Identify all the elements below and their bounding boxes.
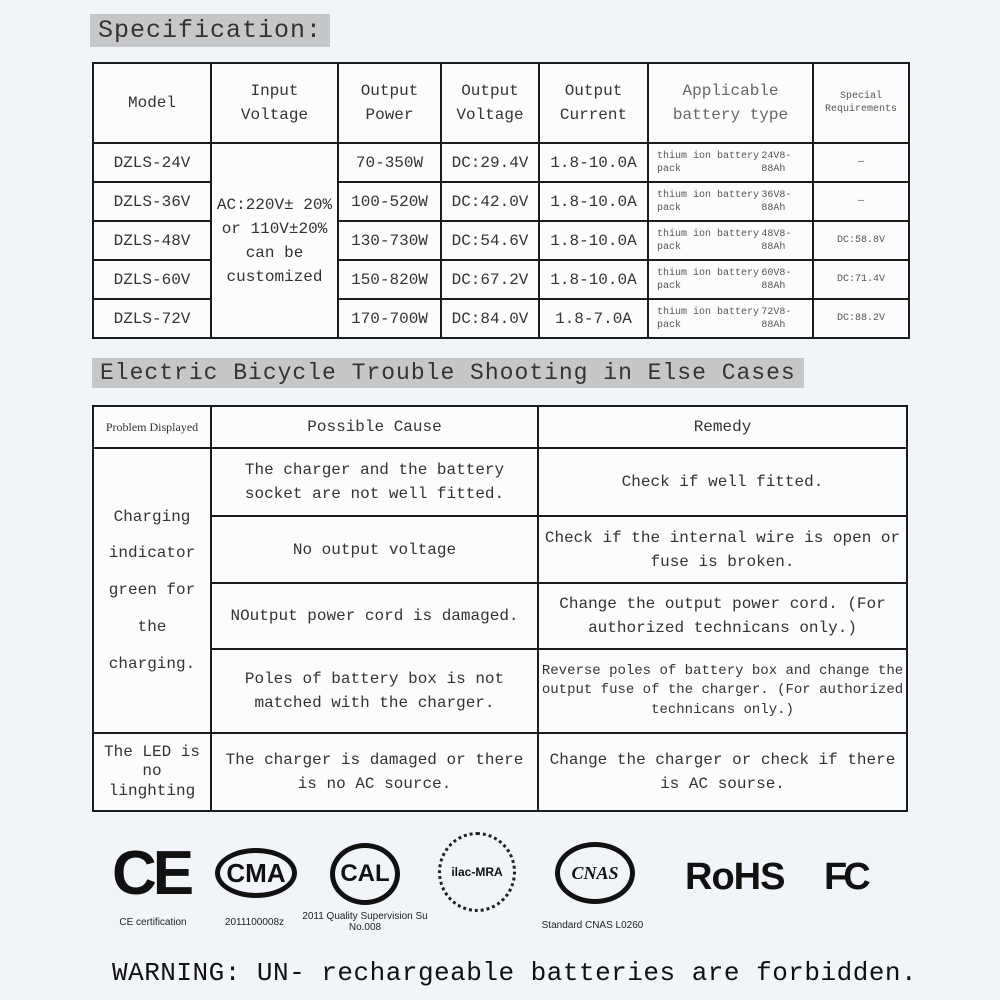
battery — [648, 260, 813, 299]
header-output-voltage: Output Voltage — [441, 63, 539, 143]
cma-caption: 2011100008z — [224, 917, 285, 928]
rohs-logo: RoHS — [685, 856, 785, 898]
voltage: DC:67.2V — [441, 260, 539, 299]
power: 100-520W — [338, 182, 441, 221]
special: — — [813, 143, 909, 182]
special: DC:58.8V — [813, 221, 909, 260]
ce-logo: CE — [112, 839, 191, 908]
battery-type: thium ion battery pack — [657, 228, 760, 253]
cause: No output voltage — [211, 516, 538, 583]
cnas-logo: CNAS — [555, 842, 635, 904]
remedy: Change the output power cord. (For authorized technicans only.) — [538, 583, 907, 649]
current: 1.8-7.0A — [539, 299, 648, 338]
cma-logo: CMA — [215, 848, 297, 898]
voltage: DC:29.4V — [441, 143, 539, 182]
model: DZLS-60V — [93, 260, 211, 299]
current: 1.8-10.0A — [539, 260, 648, 299]
power: 130-730W — [338, 221, 441, 260]
battery — [648, 182, 813, 221]
battery-range: 36V8-88Ah — [761, 189, 792, 214]
table-row — [93, 516, 907, 583]
header-problem: Problem Displayed — [93, 406, 211, 448]
model: DZLS-72V — [93, 299, 211, 338]
trouble-heading: Electric Bicycle Trouble Shooting in Else Cases — [92, 358, 804, 388]
input-voltage: AC:220V± 20% or 110V±20% can be customized — [211, 143, 338, 338]
voltage: DC:42.0V — [441, 182, 539, 221]
table-row — [93, 143, 909, 182]
header-cause: Possible Cause — [211, 406, 538, 448]
remedy: Check if the internal wire is open or fuse is broken. — [538, 516, 907, 583]
special: — — [813, 182, 909, 221]
cal-caption: 2011 Quality Supervision Su No.008 — [302, 911, 428, 933]
problem-charging: Charging indicator green for the charging. — [93, 448, 211, 733]
header-output-current: Output Current — [539, 63, 648, 143]
battery-range: 72V8-88Ah — [761, 306, 792, 331]
special: DC:71.4V — [813, 260, 909, 299]
table-row — [93, 733, 907, 811]
table-row — [93, 649, 907, 733]
current: 1.8-10.0A — [539, 182, 648, 221]
battery-range: 48V8-88Ah — [761, 228, 792, 253]
remedy: Change the charger or check if there is AC sourse. — [538, 733, 907, 811]
header-remedy: Remedy — [538, 406, 907, 448]
battery-range: 24V8-88Ah — [761, 150, 792, 175]
spec-heading: Specification: — [90, 14, 330, 47]
header-special: Special Requirements — [813, 63, 909, 143]
battery-type: thium ion battery pack — [657, 150, 760, 175]
cal-logo: CAL — [330, 843, 400, 905]
voltage: DC:84.0V — [441, 299, 539, 338]
cause: Poles of battery box is not matched with the charger. — [211, 649, 538, 733]
table-row — [93, 583, 907, 649]
table-row — [93, 448, 907, 516]
current: 1.8-10.0A — [539, 143, 648, 182]
model: DZLS-48V — [93, 221, 211, 260]
power: 150-820W — [338, 260, 441, 299]
problem-led: The LED is no linghting — [93, 733, 211, 811]
ce-caption: CE certification — [119, 917, 187, 928]
power: 170-700W — [338, 299, 441, 338]
remedy: Check if well fitted. — [538, 448, 907, 516]
cause: NOutput power cord is damaged. — [211, 583, 538, 649]
cnas-caption: Standard CNAS L0260 — [541, 920, 644, 931]
battery-type: thium ion battery pack — [657, 189, 760, 214]
special: DC:88.2V — [813, 299, 909, 338]
trouble-table — [92, 405, 908, 812]
battery-range: 60V8-88Ah — [761, 267, 792, 292]
battery — [648, 299, 813, 338]
battery — [648, 143, 813, 182]
model: DZLS-24V — [93, 143, 211, 182]
remedy: Reverse poles of battery box and change the output fuse of the charger. (For authorized technicans only.) — [538, 649, 907, 733]
header-output-power: Output Power — [338, 63, 441, 143]
model: DZLS-36V — [93, 182, 211, 221]
voltage: DC:54.6V — [441, 221, 539, 260]
battery-type: thium ion battery pack — [657, 306, 760, 331]
warning-text: WARNING: UN- rechargeable batteries are forbidden. — [112, 958, 918, 988]
cause: The charger is damaged or there is no AC source. — [211, 733, 538, 811]
header-battery-type: Applicable battery type — [648, 63, 813, 143]
header-input-voltage: Input Voltage — [211, 63, 338, 143]
cause: The charger and the battery socket are not well fitted. — [211, 448, 538, 516]
battery — [648, 221, 813, 260]
ilac-mra-logo: ilac-MRA — [438, 832, 516, 912]
battery-type: thium ion battery pack — [657, 267, 760, 292]
spec-table — [92, 62, 910, 339]
current: 1.8-10.0A — [539, 221, 648, 260]
header-model: Model — [93, 63, 211, 143]
power: 70-350W — [338, 143, 441, 182]
fc-logo: FC — [824, 856, 867, 898]
